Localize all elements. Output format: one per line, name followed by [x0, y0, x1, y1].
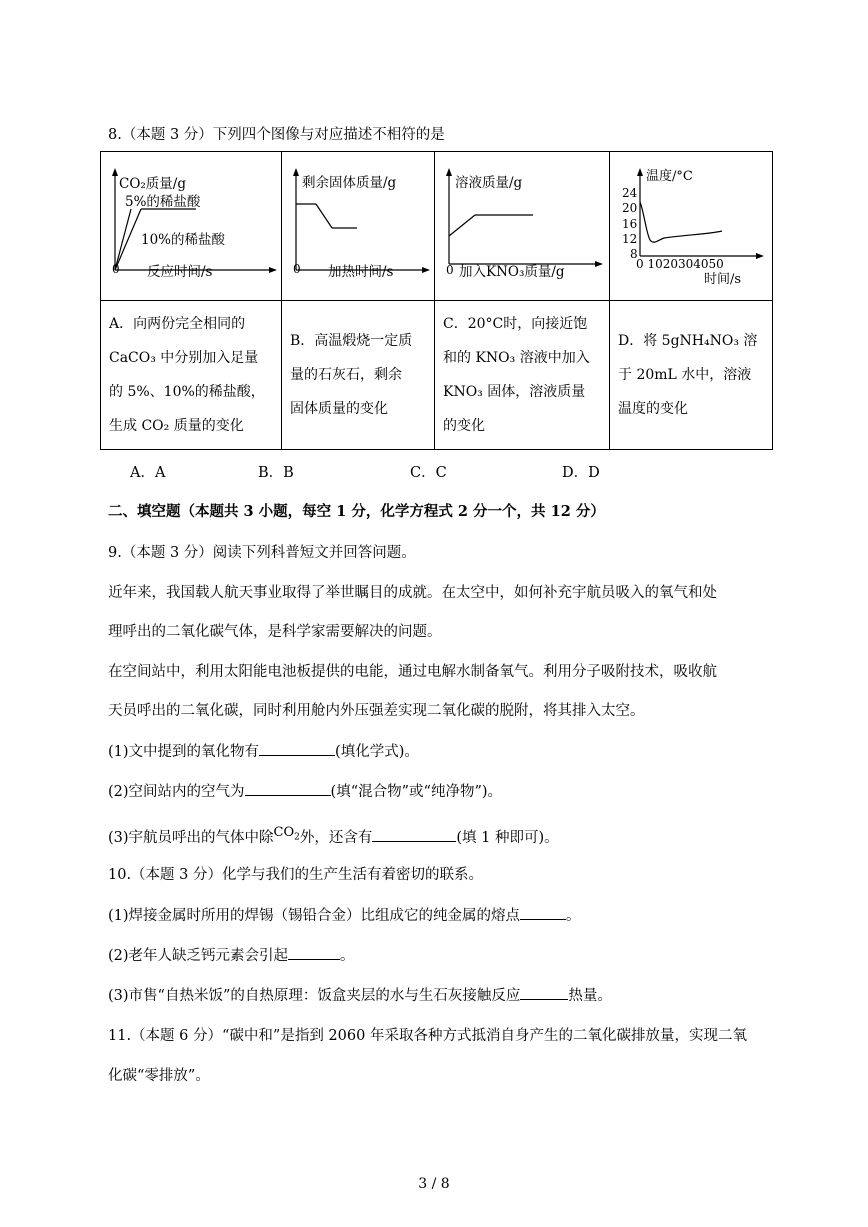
answer-blank[interactable] [372, 827, 456, 842]
graph-d-ytick-8: 8 [630, 247, 638, 261]
option-b: B．B [258, 465, 294, 481]
graph-a-ylabel: CO₂质量/g [119, 176, 186, 192]
q9-para2-line2: 天员呼出的二氧化碳，同时利用舱内外压强差实现二氧化碳的脱附，将其排入太空。 [108, 703, 645, 719]
answer-blank[interactable] [245, 781, 331, 796]
graph-d [610, 152, 772, 300]
graph-b-ylabel: 剩余固体质量/g [302, 175, 397, 191]
q10-sub3: (3)市售“自热米饭”的自热原理：饭盒夹层的水与生石灰接触反应 热量。 [108, 984, 612, 1005]
desc-a: A．向两份完全相同的 CaCO₃ 中分别加入足量 的 5%、10%的稀盐酸， 生成 CO₂ 质量的变化 [101, 301, 282, 450]
desc-d: D．将 5gNH₄NO₃ 溶 于 20mL 水中，溶液 温度的变化 [610, 301, 773, 450]
graph-a-curve2-label: 10%的稀盐酸 [141, 232, 226, 248]
answer-blank[interactable] [288, 945, 340, 960]
q9-para1-line2: 理呼出的二氧化碳气体，是科学家需要解决的问题。 [108, 624, 442, 640]
graph-b-origin: 0 [293, 262, 301, 276]
answer-blank[interactable] [259, 741, 335, 756]
option-a: A．A [130, 465, 166, 481]
page-number: 3 / 8 [418, 1176, 450, 1192]
option-d: D．D [562, 465, 600, 481]
q9-sub1: (1)文中提到的氧化物有 (填化学式)。 [108, 740, 419, 761]
graph-a [101, 152, 281, 300]
graph-a-curve1-label: 5%的稀盐酸 [125, 194, 201, 210]
graph-d-ytick-16: 16 [622, 217, 638, 231]
graph-c-origin: 0 [446, 263, 454, 277]
graph-c-cell [435, 152, 610, 301]
q9-para1-line1: 近年来，我国载人航天事业取得了举世瞩目的成就。在太空中，如何补充宇航员吸入的氧气和处 [108, 585, 717, 601]
graph-b-cell [282, 152, 435, 301]
graph-d-ytick-20: 20 [622, 201, 638, 215]
q9-sub2: (2)空间站内的空气为 (填“混合物”或“纯净物”)。 [108, 780, 502, 801]
q9-stem: 9.（本题 3 分）阅读下列科普短文并回答问题。 [108, 545, 416, 561]
q10-stem: 10.（本题 3 分）化学与我们的生产生活有着密切的联系。 [108, 867, 484, 883]
q10-sub2: (2)老年人缺乏钙元素会引起 。 [108, 944, 355, 965]
option-c: C．C [410, 465, 447, 481]
q10-sub1: (1)焊接金属时所用的焊锡（锡铅合金）比组成它的纯金属的熔点 。 [108, 904, 581, 925]
section-2-heading: 二、填空题（本题共 3 小题，每空 1 分，化学方程式 2 分一个，共 12 分） [108, 503, 605, 520]
q9-para2-line1: 在空间站中，利用太阳能电池板提供的电能，通过电解水制备氧气。利用分子吸附技术，吸收航 [108, 664, 717, 680]
graph-a-xlabel: 反应时间/s [147, 264, 213, 280]
graph-d-ytick-24: 24 [622, 186, 638, 200]
q8-stem: 8.（本题 3 分）下列四个图像与对应描述不相符的是 [108, 127, 445, 143]
answer-blank[interactable] [520, 905, 566, 920]
graph-a-origin: 0 [112, 262, 120, 276]
co2-formula: $CO_2$ [273, 825, 300, 843]
q9-sub3: (3)宇航员呼出的气体中除$CO_2$外，还含有 (填 1 种即可)。 [108, 825, 559, 846]
graph-b-xlabel: 加热时间/s [328, 264, 394, 280]
q11-line1: 11.（本题 6 分）“碳中和”是指到 2060 年采取各种方式抵消自身产生的二氧化碳排放量，实现二氧 [108, 1028, 747, 1044]
graph-b [282, 152, 434, 300]
graph-c-xlabel: 加入KNO₃质量/g [459, 264, 565, 280]
graph-a-cell [101, 152, 282, 301]
graph-d-xlabel: 时间/s [704, 272, 742, 287]
graph-d-ylabel: 温度/°C [646, 169, 693, 184]
desc-b: B．高温煅烧一定质 量的石灰石，剩余 固体质量的变化 [282, 301, 435, 450]
q8-table [100, 151, 773, 450]
graph-d-ytick-12: 12 [622, 232, 638, 246]
answer-blank[interactable] [520, 985, 568, 1000]
q11-line2: 化碳“零排放”。 [108, 1068, 210, 1084]
graph-c [435, 152, 609, 300]
graph-c-ylabel: 溶液质量/g [455, 175, 523, 191]
graph-d-cell [610, 152, 773, 301]
desc-c: C．20°C时，向接近饱 和的 KNO₃ 溶液中加入 KNO₃ 固体，溶液质量 的变化 [435, 301, 610, 450]
graph-d-xticks: 0 1020304050 [636, 257, 724, 271]
